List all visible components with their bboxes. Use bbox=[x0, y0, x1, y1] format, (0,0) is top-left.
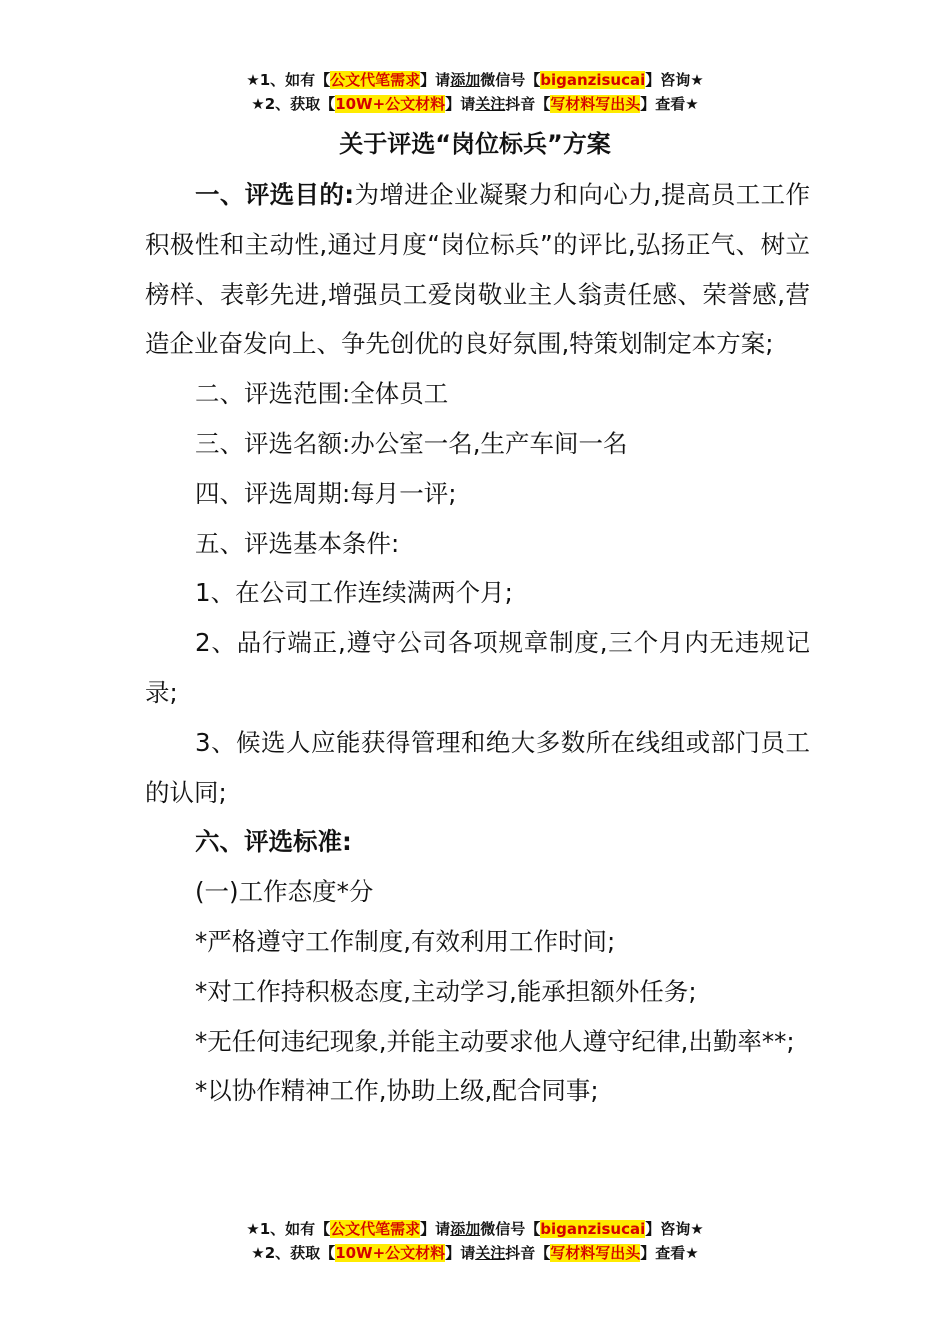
section-quota: 三、评选名额:办公室一名,生产车间一名 bbox=[195, 428, 628, 458]
promo-line-1: ★1、如有【公文代笔需求】请添加微信号【biganzisucai】咨询★ bbox=[246, 1220, 704, 1238]
highlight-wechat-id: biganzisucai bbox=[540, 71, 646, 89]
criteria-item: *以协作精神工作,协助上级,配合同事; bbox=[195, 1076, 599, 1106]
highlight-materials: 10W+公文材料 bbox=[335, 95, 446, 113]
highlight-materials: 10W+公文材料 bbox=[335, 1244, 446, 1262]
document-title: 关于评选“岗位标兵”方案 bbox=[339, 130, 611, 158]
section-purpose: 一、评选目的:为增进企业凝聚力和向心力,提高员工工作积极性和主动性,通过月度“岗位标兵”的评比,弘扬正气、树立榜样、表彰先进,增强员工爱岗敬业主人翁责任感、荣誉感,营造企业奋发向上、争先创优的良好氛围,特策划制定本方案; bbox=[145, 180, 810, 359]
section-conditions: 五、评选基本条件: bbox=[195, 528, 400, 558]
criteria-item: *对工作持积极态度,主动学习,能承担额外任务; bbox=[195, 976, 697, 1006]
criteria-item: *严格遵守工作制度,有效利用工作时间; bbox=[195, 926, 616, 956]
promo-line-2: ★2、获取【10W+公文材料】请关注抖音【写材料写出头】查看★ bbox=[251, 95, 699, 113]
condition-item: 3、候选人应能获得管理和绝大多数所在线组或部门员工的认同; bbox=[145, 727, 810, 807]
promo-banner-top bbox=[0, 68, 950, 116]
highlight-wechat-id: biganzisucai bbox=[540, 1220, 646, 1238]
document-body bbox=[145, 170, 810, 1116]
promo-line-2: ★2、获取【10W+公文材料】请关注抖音【写材料写出头】查看★ bbox=[251, 1244, 699, 1262]
condition-item: 1、在公司工作连续满两个月; bbox=[195, 578, 513, 608]
promo-line-1: ★1、如有【公文代笔需求】请添加微信号【biganzisucai】咨询★ bbox=[246, 71, 704, 89]
section-cycle: 四、评选周期:每月一评; bbox=[195, 478, 457, 508]
criteria-item: *无任何违纪现象,并能主动要求他人遵守纪律,出勤率**; bbox=[195, 1026, 795, 1056]
highlight-douyin-account: 写材料写出头 bbox=[550, 95, 641, 113]
highlight-douyin-account: 写材料写出头 bbox=[550, 1244, 641, 1262]
promo-banner-bottom bbox=[0, 1217, 950, 1265]
highlight-service: 公文代笔需求 bbox=[330, 1220, 421, 1238]
highlight-service: 公文代笔需求 bbox=[330, 71, 421, 89]
condition-item: 2、品行端正,遵守公司各项规章制度,三个月内无违规记录; bbox=[145, 628, 810, 707]
section-criteria: 六、评选标准: bbox=[195, 827, 352, 857]
criteria-subheading: (一)工作态度*分 bbox=[195, 877, 374, 907]
section-scope: 二、评选范围:全体员工 bbox=[195, 379, 449, 409]
section-heading: 一、评选目的: bbox=[195, 180, 355, 209]
